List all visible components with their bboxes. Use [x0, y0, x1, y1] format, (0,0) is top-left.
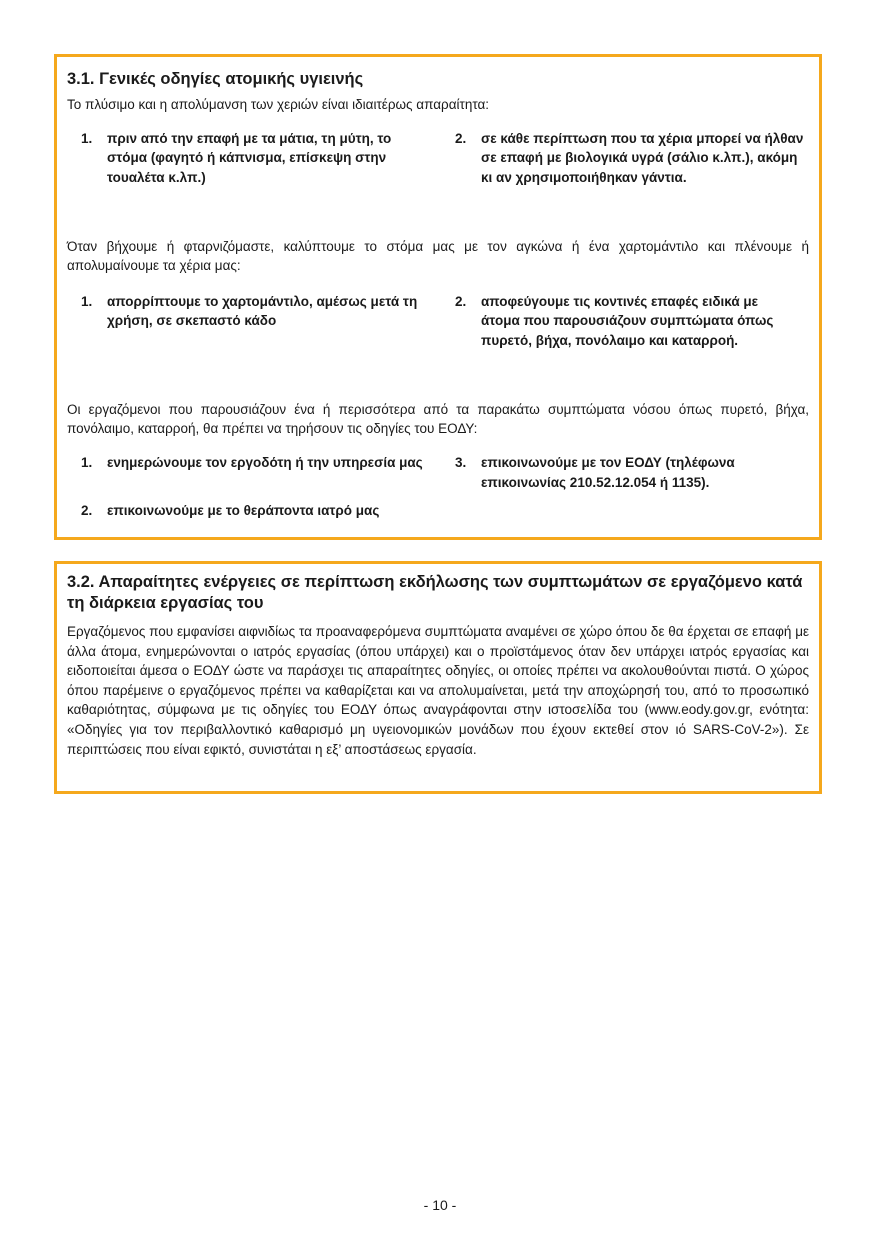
- section-3-1-title: 3.1. Γενικές οδηγίες ατομικής υγιεινής: [67, 70, 364, 88]
- symptoms-list: [67, 453, 809, 523]
- hand-washing-list: [67, 129, 809, 237]
- cough-list: [67, 292, 809, 400]
- section-3-2-body: Εργαζόμενος που εμφανίσει αιφνιδίως τα προαναφερόμενα συμπτώματα αναμένει σε χώρο όπου δε θα έρχεται σε επαφή με άλλα άτομα, ενημερώνονται ο ιατρός εργασίας (όπου υπάρχει) και ο προϊστάμενος όταν δεν υπάρχει ιατρός εργασίας και ειδοποιείται άμεσα ο ΕΟΔΥ ώστε να παράσχει τις απαραίτητες οδηγίες, οι οποίες πρέπει να ακολουθούνται πιστά. Ο χώρος όπου παρέμεινε ο εργαζόμενος πρέπει να καθαρίζεται και να απολυμαίνεται, μετά την αποχώρησή του, από το προσωπικό καθαριότητας, σύμφωνα με τις οδηγίες του ΕΟΔΥ όπως αναγράφονται στην ιστοσελίδα του (www.eody.gov.gr, ενότητα: «Οδηγίες για τον περιβαλλοντικό καθαρισμό μη υγειονομικών μονάδων που έχουν εκτεθεί στον ιό SARS-CoV-2»). Σε περιπτώσεις που είναι εφικτό, συνιστάται η εξ’ αποστάσεως εργασία.: [67, 624, 809, 757]
- general-hygiene-box: [54, 54, 822, 540]
- hand-washing-intro: Το πλύσιμο και η απολύμανση των χεριών είναι ιδιαιτέρως απαραίτητα:: [67, 97, 490, 112]
- section-3-2-title: 3.2. Απαραίτητες ενέργειες σε περίπτωση εκδήλωσης των συμπτωμάτων σε εργαζόμενο κατά τη διάρκεια εργασίας του: [67, 573, 803, 612]
- list-item: 2. σε κάθε περίπτωση που τα χέρια μπορεί να ήλθαν σε επαφή με βιολογικά υγρά (σάλιο κ.λπ.), ακόμη κι αν χρησιμοποιήθηκαν γάντια.: [455, 130, 804, 185]
- list-item: 1. ενημερώνουμε τον εργοδότη ή την υπηρεσία μας: [81, 454, 423, 470]
- list-item: 2. αποφεύγουμε τις κοντινές επαφές ειδικά με άτομα που παρουσιάζουν συμπτώματα όπως πυρετό, βήχα, πονόλαιμο και καταρροή.: [455, 293, 774, 348]
- list-item: 1. απορρίπτουμε το χαρτομάντιλο, αμέσως μετά τη χρήση, σε σκεπαστό κάδο: [81, 293, 418, 329]
- list-item: 2. επικοινωνούμε με το θεράποντα ιατρό μας: [81, 502, 380, 518]
- cough-intro: Όταν βήχουμε ή φταρνιζόμαστε, καλύπτουμε το στόμα μας με τον αγκώνα ή ένα χαρτομάντιλο και πλένουμε ή απολυμαίνουμε τα χέρια μας:: [67, 238, 809, 274]
- list-item: 3. επικοινωνούμε με τον ΕΟΔΥ (τηλέφωνα επικοινωνίας 210.52.12.054 ή 1135).: [455, 454, 735, 490]
- page-number: - 10 -: [423, 1197, 457, 1213]
- symptoms-at-work-box: [54, 561, 822, 794]
- symptoms-intro: Οι εργαζόμενοι που παρουσιάζουν ένα ή περισσότερα από τα παρακάτω συμπτώματα νόσου όπως πυρετό, βήχα, πονόλαιμο, καταρροή, θα πρέπει να τηρήσουν τις οδηγίες του ΕΟΔΥ:: [67, 401, 809, 437]
- list-item: 1. πριν από την επαφή με τα μάτια, τη μύτη, το στόμα (φαγητό ή κάπνισμα, επίσκεψη στην τουαλέτα κ.λπ.): [81, 130, 392, 185]
